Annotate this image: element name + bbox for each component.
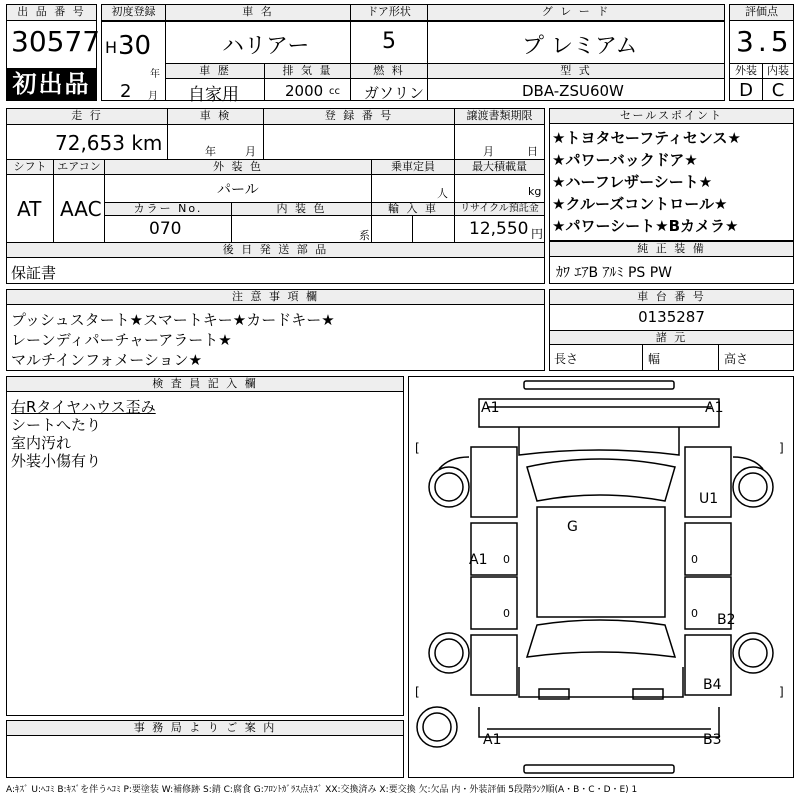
car-name-label: 車 名 — [166, 5, 350, 21]
lot-box — [6, 4, 101, 101]
dims-label: 諸 元 — [550, 330, 793, 345]
width-label: 幅 — [648, 352, 661, 366]
history: 自家用 — [188, 85, 239, 105]
inspection-label: 車 検 — [168, 109, 263, 124]
car-diagram — [408, 376, 794, 778]
sales-point-item: ★パワーシート★Bカメラ★ — [552, 217, 739, 235]
recycle-unit: 円 — [531, 227, 544, 241]
genuine-value: ｶﾜ ｴｱB ｱﾙﾐ PS PW — [556, 265, 673, 281]
mileage-label: 走 行 — [7, 109, 167, 124]
first-reg-month: 2 — [120, 81, 132, 102]
model: DBA-ZSU60W — [522, 82, 624, 100]
bracket-right-front: ] — [779, 441, 784, 455]
damage-mark-right-quarter: B4 — [703, 677, 722, 693]
inspector-line: 右Rタイヤハウス歪み — [11, 398, 156, 416]
first-reg-era: H — [105, 38, 118, 57]
note-line: マルチインフォメーション★ — [11, 351, 203, 369]
shift: AT — [17, 197, 42, 221]
displacement: 2000 — [285, 82, 324, 100]
car-name: ハリアー — [222, 34, 310, 59]
sales-points-label: セールスポイント — [550, 109, 793, 124]
inspector-line: 外装小傷有り — [11, 452, 102, 470]
zero-mark: 0 — [503, 553, 510, 566]
sales-point-item: ★トヨタセーフティセンス★ — [552, 129, 741, 147]
sales-point-item: ★パワーバックドア★ — [552, 151, 698, 169]
car-outline-diagram — [409, 377, 793, 777]
notes-label: 注 意 事 項 欄 — [7, 290, 544, 305]
insp-month-unit: 月 — [245, 145, 256, 158]
interior-score: C — [771, 80, 785, 101]
grade: プ レミアム — [522, 34, 638, 59]
inspector-label: 検 査 員 記 入 欄 — [7, 377, 403, 392]
doors: 5 — [382, 29, 396, 54]
damage-mark-roof: G — [567, 519, 578, 535]
int-color-label: 内 装 色 — [232, 203, 371, 215]
details-table — [6, 108, 545, 284]
color-no-label: カラー No. — [105, 203, 231, 215]
damage-mark-front-left: A1 — [481, 400, 500, 416]
ac-label: エアコン — [54, 160, 104, 174]
door-label: ドア形状 — [351, 5, 427, 21]
shift-label: シフト — [7, 160, 53, 174]
damage-mark-front-right: A1 — [705, 400, 724, 416]
first-reg-label: 初度登録 — [102, 5, 165, 21]
score-box — [729, 4, 794, 101]
sales-point-item: ★クルーズコントロール★ — [552, 195, 728, 213]
later-parts: 保証書 — [11, 264, 57, 282]
transfer-day-unit: 日 — [527, 145, 538, 158]
mileage: 72,653 km — [55, 131, 163, 155]
chassis-box — [549, 289, 794, 371]
sales-points-box — [549, 108, 794, 241]
recycle: 12,550 — [469, 219, 529, 239]
displacement-label: 排 気 量 — [265, 64, 350, 78]
damage-mark-right-front: U1 — [699, 491, 719, 507]
grade-label: グ レ ー ド — [428, 5, 724, 21]
legend-text: A:ｷｽﾞ U:ﾍｺﾐ B:ｷｽﾞを伴うﾍｺﾐ P:要塗装 W:補修跡 S:錆 C:腐食 G:ﾌﾛﾝﾄｶﾞﾗｽ点ｷｽﾞ XX:交換済み X:要交換 欠:欠品 内・外装評価 5段階ﾗﾝｸ順(A・B・C・D・E) 1 — [6, 785, 638, 795]
lot-label: 出 品 番 号 — [7, 5, 96, 21]
length-label: 長さ — [554, 352, 579, 366]
damage-mark-rear-right: B3 — [703, 732, 722, 748]
score-label: 評価点 — [730, 5, 793, 21]
score: 3.5 — [736, 25, 793, 58]
exterior-score: D — [739, 80, 753, 101]
note-line: レーンディパーチャーアラート★ — [11, 331, 232, 349]
interior-label: 内装 — [767, 64, 789, 77]
int-color-unit: 系 — [359, 229, 370, 242]
month-unit: 月 — [148, 91, 158, 102]
genuine-box — [549, 241, 794, 284]
inspector-line: 室内汚れ — [11, 434, 72, 452]
sales-point-item: ★ハーフレザーシート★ — [552, 173, 713, 191]
exterior-label: 外装 — [735, 64, 757, 77]
office-box — [6, 720, 404, 778]
genuine-label: 純 正 装 備 — [550, 242, 793, 257]
damage-mark-right-rear: B2 — [717, 612, 736, 628]
damage-mark-rear-left: A1 — [483, 732, 502, 748]
max-load-label: 最大積載量 — [455, 160, 544, 174]
later-parts-label: 後 日 発 送 部 品 — [7, 243, 544, 257]
color-no: 070 — [149, 219, 182, 239]
reg-no-label: 登 録 番 号 — [264, 109, 454, 124]
ext-color: パール — [217, 182, 259, 198]
zero-mark: 0 — [691, 607, 698, 620]
notes-box — [6, 289, 545, 371]
first-reg-year: 30 — [118, 31, 152, 61]
ext-color-label: 外 装 色 — [105, 160, 371, 174]
capacity-label: 乗車定員 — [372, 160, 454, 174]
fuel-label: 燃 料 — [351, 64, 427, 78]
zero-mark: 0 — [691, 553, 698, 566]
import-label: 輸 入 車 — [372, 203, 454, 215]
inspector-box — [6, 376, 404, 716]
capacity-unit: 人 — [437, 187, 448, 200]
bracket-left-rear: [ — [415, 685, 420, 699]
model-label: 型 式 — [428, 64, 724, 78]
damage-mark-left-door: A1 — [469, 552, 488, 568]
bracket-left-front: [ — [415, 441, 420, 455]
header-table — [101, 4, 725, 105]
note-line: プッシュスタート★スマートキー★カードキー★ — [11, 311, 335, 329]
chassis-number: 0135287 — [638, 308, 705, 326]
bracket-right-rear: ] — [779, 685, 784, 699]
lot-number: 30577 — [11, 25, 101, 58]
insp-year-unit: 年 — [205, 145, 216, 158]
ac: AAC — [60, 197, 102, 221]
inspector-line: シートへたり — [11, 416, 102, 434]
first-listing-badge: 初出品 — [7, 68, 96, 100]
chassis-label: 車 台 番 号 — [550, 290, 793, 305]
office-label: 事 務 局 よ り ご 案 内 — [7, 721, 403, 736]
displacement-unit: cc — [329, 86, 340, 97]
transfer-label: 譲渡書類期限 — [455, 109, 544, 124]
fuel: ガソリン — [364, 84, 425, 102]
transfer-month-unit: 月 — [483, 145, 494, 158]
zero-mark: 0 — [503, 607, 510, 620]
height-label: 高さ — [724, 352, 749, 366]
year-unit: 年 — [150, 69, 160, 80]
history-label: 車 歴 — [166, 64, 264, 78]
recycle-label: リサイクル預託金 — [455, 203, 544, 215]
max-load-unit: kg — [528, 185, 542, 198]
